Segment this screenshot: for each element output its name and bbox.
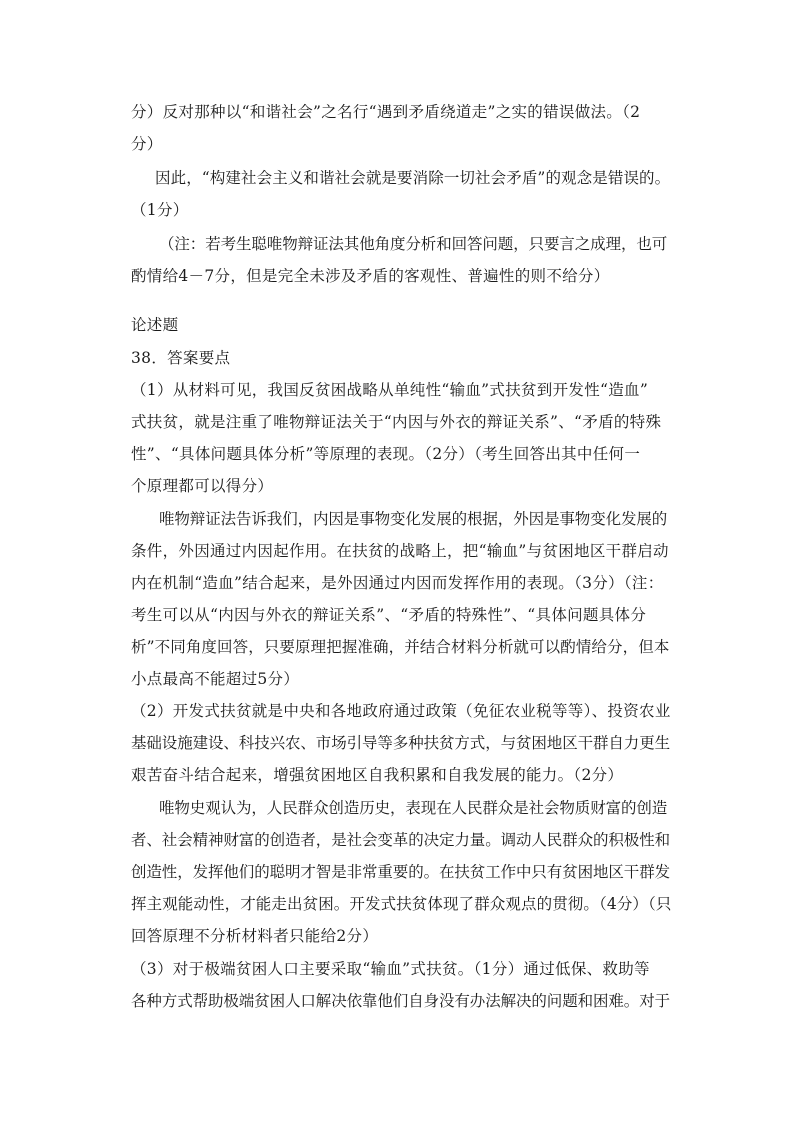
text-line: 因此，“构建社会主义和谐社会就是要消除一切社会矛盾”的观念是错误的。 — [155, 169, 671, 187]
text-line: 条件，外因通过内因起作用。在扶贫的战略上，把“输血”与贫困地区干群启动 — [131, 542, 669, 560]
text-line: 者、社会精神财富的创造者，是社会变革的决定力量。调动人民群众的积极性和 — [131, 831, 671, 849]
annotation-line: （注：若考生聪唯物辩证法其他角度分析和回答问题，只要言之成理，也可 — [159, 235, 668, 253]
text-line: 小点最高不能超过5分） — [131, 670, 300, 688]
text-line: 回答原理不分析材料者只能给2分） — [131, 927, 379, 945]
text-line: 分） — [131, 135, 163, 153]
text-line: 析”不同角度回答，只要原理把握准确，并结合材料分析就可以酌情给分，但本 — [131, 638, 670, 656]
text-line: 内在机制“造血”结合起来，是外因通过内因而发挥作用的表现。（3分）（注： — [131, 574, 664, 592]
question-heading: 38．答案要点 — [131, 349, 231, 367]
text-line: 挥主观能动性，才能走出贫困。开发式扶贫体现了群众观点的贯彻。（4分）（只 — [131, 895, 672, 913]
text-line: （3）对于极端贫困人口主要采取“输血”式扶贫。（1分）通过低保、救助等 — [131, 960, 650, 978]
section-heading: 论述题 — [131, 316, 179, 334]
text-line: 基础设施建设、科技兴农、市场引导等多种扶贫方式，与贫困地区干群自力更生 — [131, 734, 671, 752]
text-line: 创造性，发挥他们的聪明才智是非常重要的。在扶贫工作中只有贫困地区干群发 — [131, 863, 671, 881]
text-line: 个原理都可以得分） — [131, 477, 274, 495]
text-line: 艰苦奋斗结合起来，增强贫困地区自我积累和自我发展的能力。（2分） — [131, 766, 624, 784]
text-line: 唯物辩证法告诉我们，内因是事物变化发展的根据，外因是事物变化发展的 — [159, 510, 668, 528]
text-line: 性”、“具体问题具体分析”等原理的表现。（2分）（考生回答出其中任何一 — [131, 445, 641, 463]
annotation-line: 酌情给4－7分，但是完全未涉及矛盾的客观性、普遍性的则不给分） — [131, 267, 610, 285]
text-line: 考生可以从“内因与外衣的辩证关系”、“矛盾的特殊性”、“具体问题具体分 — [131, 606, 647, 624]
text-line: 唯物史观认为，人民群众创造历史，表现在人民群众是社会物质财富的创造 — [159, 799, 668, 817]
text-line: （1分） — [131, 201, 189, 219]
text-line: （2）开发式扶贫就是中央和各地政府通过政策（免征农业税等等）、投资农业 — [131, 702, 671, 720]
text-line: 各种方式帮助极端贫困人口解决依靠他们自身没有办法解决的问题和困难。对于 — [131, 992, 671, 1010]
text-line: 分）反对那种以“和谐社会”之名行“遇到矛盾绕道走”之实的错误做法。（2 — [131, 103, 641, 121]
text-line: 式扶贫，就是注重了唯物辩证法关于“内因与外衣的辩证关系”、“矛盾的特殊 — [131, 413, 662, 431]
text-line: （1）从材料可见，我国反贫困战略从单纯性“输血”式扶贫到开发性“造血” — [131, 381, 649, 399]
